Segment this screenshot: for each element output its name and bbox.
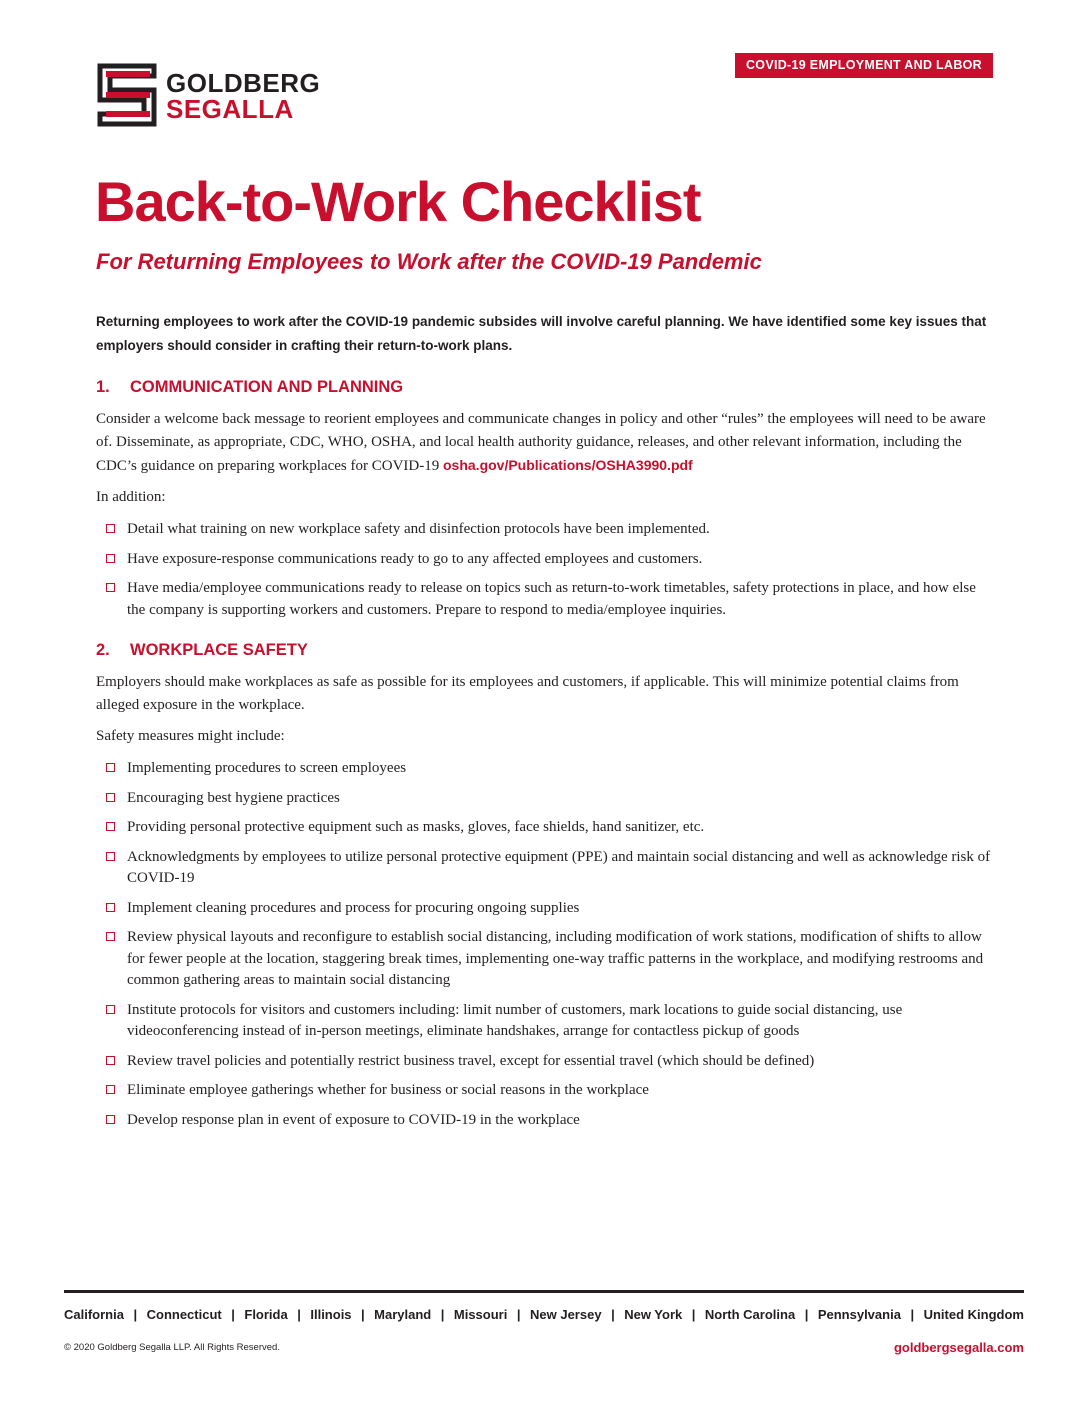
- separator: |: [804, 1307, 809, 1322]
- location: New Jersey: [530, 1307, 602, 1322]
- separator: |: [611, 1307, 615, 1322]
- separator: |: [910, 1307, 915, 1322]
- checkbox-icon[interactable]: [106, 822, 115, 831]
- section-1-heading: [96, 374, 996, 400]
- logo-word-goldberg: GOLDBERG: [166, 68, 321, 98]
- checklist-item: Institute protocols for visitors and customers including: limit number of customers, mark locations to guide social distancing, use videoconferencing instead of in-person meetings, eliminate handshakes, arrange for contactless pickup of goods: [96, 1000, 996, 1043]
- paragraph-text: Consider a welcome back message to reorient employees and communicate changes in policy and other “rules” the employees will need to be aware of. Disseminate, as appropriate, CDC, WHO, OSHA, and local health authority guidance, releases, and other relevant information, including the CDC’s guidance on preparing workplaces for COVID-19: [96, 411, 986, 474]
- checkbox-icon[interactable]: [106, 793, 115, 802]
- checklist-item: Detail what training on new workplace safety and disinfection protocols have been implemented.: [96, 519, 996, 541]
- location: Connecticut: [146, 1307, 222, 1322]
- location: Maryland: [374, 1307, 432, 1322]
- logo-word-segalla: SEGALLA: [166, 94, 294, 124]
- checklist-item: Review travel policies and potentially restrict business travel, except for essential travel (which should be defined): [96, 1051, 996, 1073]
- location: Illinois: [310, 1307, 352, 1322]
- checklist-item: Develop response plan in event of exposure to COVID-19 in the workplace: [96, 1110, 996, 1132]
- checkbox-icon[interactable]: [106, 932, 115, 941]
- checklist-item: Eliminate employee gatherings whether for business or social reasons in the workplace: [96, 1080, 996, 1102]
- location: Florida: [244, 1307, 288, 1322]
- separator: |: [297, 1307, 301, 1322]
- page-subtitle: For Returning Employees to Work after the COVID-19 Pandemic: [96, 249, 762, 274]
- separator: |: [691, 1307, 696, 1322]
- checklist-item: Have exposure-response communications ready to go to any affected employees and customers.: [96, 549, 996, 571]
- checkbox-icon[interactable]: [106, 1056, 115, 1065]
- office-locations: [64, 1307, 1024, 1322]
- company-logo: [96, 62, 396, 132]
- section-title: WORKPLACE SAFETY: [130, 641, 308, 659]
- intro-paragraph: Returning employees to work after the COVID-19 pandemic subsides will involve careful planning. We have identified some key issues that employers should consider in crafting their return-to-work plans.: [96, 314, 987, 353]
- checklist-item: Implement cleaning procedures and process for procuring ongoing supplies: [96, 898, 996, 920]
- location: California: [64, 1307, 124, 1322]
- section-1-lead: In addition:: [96, 489, 166, 505]
- checkbox-icon[interactable]: [106, 1005, 115, 1014]
- checkbox-icon[interactable]: [106, 763, 115, 772]
- section-number: 1.: [96, 378, 110, 396]
- checkbox-icon[interactable]: [106, 554, 115, 563]
- category-tag: COVID-19 EMPLOYMENT AND LABOR: [735, 53, 993, 78]
- location: New York: [624, 1307, 683, 1322]
- checkbox-icon[interactable]: [106, 1115, 115, 1124]
- checklist-item: Have media/employee communications ready to release on topics such as return-to-work timetables, safety protections in place, and how else the company is supporting workers and customers. Prepare to respond to media/employee inquiries.: [96, 578, 996, 621]
- checklist-item: Implementing procedures to screen employees: [96, 758, 996, 780]
- section-2-lead: Safety measures might include:: [96, 728, 285, 744]
- checkbox-icon[interactable]: [106, 524, 115, 533]
- section-2-heading: [96, 637, 996, 663]
- logo-mark-icon: [96, 62, 158, 128]
- section-1-paragraph: [96, 408, 996, 478]
- copyright-notice: © 2020 Goldberg Segalla LLP. All Rights Reserved.: [64, 1342, 280, 1353]
- separator: |: [231, 1307, 235, 1322]
- location: Pennsylvania: [817, 1307, 901, 1322]
- separator: |: [440, 1307, 445, 1322]
- checkbox-icon[interactable]: [106, 852, 115, 861]
- section-1-checklist: [96, 519, 996, 621]
- section-title: COMMUNICATION AND PLANNING: [130, 378, 404, 396]
- section-number: 2.: [96, 641, 110, 659]
- section-2-paragraph: Employers should make workplaces as safe as possible for its employees and customers, if applicable. This will minimize potential claims from alleged exposure in the workplace.: [96, 674, 959, 713]
- checklist-item: Providing personal protective equipment such as masks, gloves, face shields, hand sanitizer, etc.: [96, 817, 996, 839]
- page-title: Back-to-Work Checklist: [95, 170, 701, 233]
- checkbox-icon[interactable]: [106, 903, 115, 912]
- section-2-checklist: [96, 758, 996, 1131]
- location: United Kingdom: [923, 1307, 1024, 1322]
- checkbox-icon[interactable]: [106, 583, 115, 592]
- separator: |: [133, 1307, 138, 1322]
- osha-guidance-link[interactable]: osha.gov/Publications/OSHA3990.pdf: [443, 457, 693, 473]
- checklist-item: Encouraging best hygiene practices: [96, 788, 996, 810]
- website-link[interactable]: goldbergsegalla.com: [893, 1340, 1024, 1355]
- location: Missouri: [453, 1307, 508, 1322]
- document-body: [96, 310, 996, 1139]
- footer-divider: [64, 1290, 1024, 1293]
- checklist-item: Acknowledgments by employees to utilize personal protective equipment (PPE) and maintain social distancing and well as acknowledge risk of COVID-19: [96, 847, 996, 890]
- separator: |: [361, 1307, 365, 1322]
- checklist-item: Review physical layouts and reconfigure to establish social distancing, including modification of work stations, modification of shifts to allow for fewer people at the location, staggering break times, implementing one-way traffic patterns in the workplace, and modifying restrooms and common gathering areas to maintain social distancing: [96, 927, 996, 992]
- location: North Carolina: [704, 1307, 796, 1322]
- separator: |: [516, 1307, 521, 1322]
- checkbox-icon[interactable]: [106, 1085, 115, 1094]
